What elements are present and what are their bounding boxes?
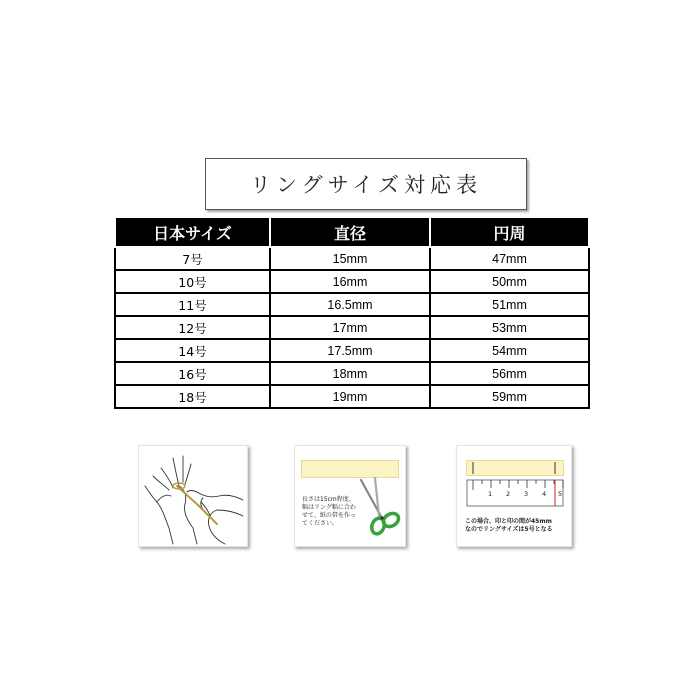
size-cell: 11号 [115, 293, 270, 316]
header-japan-size: 日本サイズ [115, 217, 270, 247]
circumference-cell: 54mm [430, 339, 589, 362]
circumference-cell: 51mm [430, 293, 589, 316]
size-cell: 12号 [115, 316, 270, 339]
scissors-icon [353, 476, 403, 538]
size-cell: 7号 [115, 247, 270, 270]
page-title: リングサイズ対応表 [250, 173, 482, 197]
header-diameter: 直径 [270, 217, 430, 247]
title-box [205, 158, 527, 210]
panel-measure-ruler [456, 445, 572, 547]
ruler-icon [457, 446, 571, 516]
diameter-cell: 18mm [270, 362, 430, 385]
panel-wrap-finger [138, 445, 248, 547]
circumference-cell: 59mm [430, 385, 589, 408]
diameter-cell: 16mm [270, 270, 430, 293]
cut-instruction-note: 長さは15cm程度、 幅はリング幅に合わ せて、紙の帯を作っ てください。 [302, 496, 356, 527]
circumference-cell: 56mm [430, 362, 589, 385]
header-circumference: 円周 [430, 217, 589, 247]
table-row [115, 270, 589, 293]
circumference-cell: 53mm [430, 316, 589, 339]
circumference-cell: 47mm [430, 247, 589, 270]
ring-size-table [114, 216, 590, 409]
size-cell: 14号 [115, 339, 270, 362]
table-row [115, 293, 589, 316]
diameter-cell: 17mm [270, 316, 430, 339]
ruler-number: 5 [558, 490, 563, 498]
diameter-cell: 15mm [270, 247, 430, 270]
ruler-number: 2 [506, 490, 511, 498]
table-header-row [115, 217, 589, 247]
measure-instruction-note: この場合、印と印の間が45mm なのでリングサイズは5号となる [465, 518, 553, 533]
size-cell: 10号 [115, 270, 270, 293]
panel-cut-strip [294, 445, 406, 547]
diameter-cell: 19mm [270, 385, 430, 408]
diameter-cell: 16.5mm [270, 293, 430, 316]
circumference-cell: 50mm [430, 270, 589, 293]
table-row [115, 316, 589, 339]
size-cell: 18号 [115, 385, 270, 408]
table-row [115, 247, 589, 270]
ruler-number: 4 [542, 490, 547, 498]
ruler-number: 3 [524, 490, 529, 498]
hand-wrapping-ring-illustration [139, 446, 247, 546]
table-row [115, 362, 589, 385]
table-row [115, 385, 589, 408]
table-row [115, 339, 589, 362]
ruler-number: 1 [488, 490, 493, 498]
size-cell: 16号 [115, 362, 270, 385]
diameter-cell: 17.5mm [270, 339, 430, 362]
